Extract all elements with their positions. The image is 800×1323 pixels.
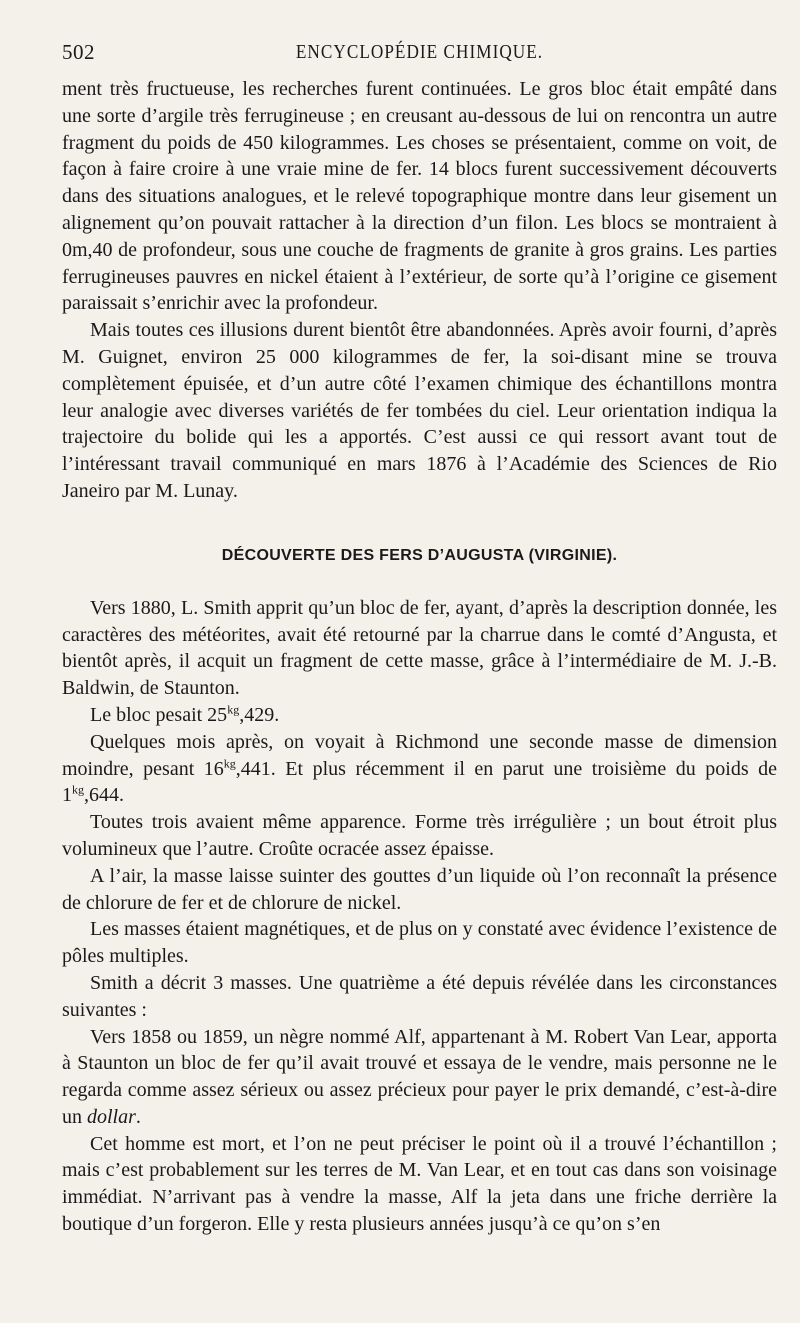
paragraph-text: Quelques mois après, on voyait à Richmond une seconde masse de dimension moindre, pesant 16	[62, 730, 777, 780]
italic-word: dollar	[87, 1105, 136, 1128]
paragraph-text: ,441. Et plus récemment il en parut une troisième du poids de 1	[62, 757, 777, 807]
section-heading: DÉCOUVERTE DES FERS D’AUGUSTA (VIRGINIE).	[221, 546, 618, 564]
paragraph: Toutes trois avaient même apparence. Forme très irrégulière ; un bout étroit plus volumineux que l’autre. Croûte ocracée assez épaisse.	[62, 811, 777, 860]
paragraph: A l’air, la masse laisse suinter des gouttes d’un liquide où l’on reconnaît la présence de chlorure de fer et de chlorure de nickel.	[62, 864, 777, 914]
paragraph	[62, 1024, 777, 1131]
paragraph: Cet homme est mort, et l’on ne peut préciser le point où il a trouvé l’échantillon ; mais c’est probablement sur les terres de M. Van Lear, et en tout cas dans son voisinage immédiat. N’arrivant pas à vendre la masse, Alf la jeta dans une friche derrière la boutique d’un forgeron. Elle y resta plusieurs années jusqu’à ce qu’on s’en	[62, 1132, 777, 1236]
paragraph-text: .	[135, 1105, 141, 1128]
body-text	[62, 76, 777, 1238]
superscript-unit: kg	[72, 782, 84, 797]
paragraph: Vers 1880, L. Smith apprit qu’un bloc de fer, ayant, d’après la description donnée, les caractères des météorites, avait été retourné par la charrue dans le comté d’Angusta, et bientôt après, il acquit un fragment de cette masse, grâce à l’intermédiaire de M. J.-B. Baldwin, de Staunton.	[62, 596, 777, 700]
paragraph-text: Vers 1858 ou 1859, un nègre nommé Alf, appartenant à M. Robert Van Lear, apporta à Staunton un bloc de fer qu’il avait trouvé et essaya de le vendre, mais personne ne le regarda comme assez sérieux ou assez précieux pour payer le prix demandé, c’est-à-dire un	[62, 1025, 777, 1128]
paragraph: Mais toutes ces illusions durent bientôt être abandonnées. Après avoir fourni, d’après M. Guignet, environ 25 000 kilogrammes de fer, la soi-disant mine se trouva complètement épuisée, et d’un autre côté l’examen chimique des échantillons montra leur analogie avec diverses variétés de fer tombées du ciel. Leur orientation indiqua la trajectoire du bolide qui les a apportés. C’est aussi ce qui ressort avant tout de l’intéressant travail communiqué en mars 1876 à l’Académie des Sciences de Rio Janeiro par M. Lunay.	[62, 319, 777, 502]
page-header	[62, 40, 777, 70]
paragraph	[62, 729, 777, 809]
paragraph: ment très fructueuse, les recherches furent continuées. Le gros bloc était empâté dans une sorte d’argile très ferrugineuse ; en creusant au-dessous de lui on rencontra un autre fragment du poids de 450 kilogrammes. Les choses se présentaient, comme on voit, de façon à faire croire à une vraie mine de fer. 14 blocs furent successivement découverts dans des situations analogues, et le relevé topographique montre dans leur gisement un alignement qu’on pouvait rattacher à la direction d’un filon. Les blocs se montraient à 0m,40 de profondeur, sous une couche de fragments de granite à gros grains. Les parties ferrugineuses pauvres en nickel étaient à l’extérieur, de sorte qu’à l’origine ce gisement paraissait s’enrichir avec la profondeur.	[62, 78, 777, 315]
running-title: ENCYCLOPÉDIE CHIMIQUE.	[295, 41, 544, 63]
paragraph-text: Le bloc pesait 25	[90, 703, 228, 726]
paragraph-text: ,644.	[84, 784, 124, 807]
paragraph: Smith a décrit 3 masses. Une quatrième a été depuis révélée dans les circonstances suivantes :	[62, 971, 777, 1021]
superscript-unit: kg	[223, 755, 236, 770]
page-number: 502	[62, 40, 95, 64]
paragraph-text: ,429.	[239, 703, 280, 726]
paragraph: Les masses étaient magnétiques, et de plus on y constaté avec évidence l’existence de pôles multiples.	[62, 918, 777, 968]
superscript-unit: kg	[227, 702, 240, 717]
paragraph	[62, 702, 777, 729]
